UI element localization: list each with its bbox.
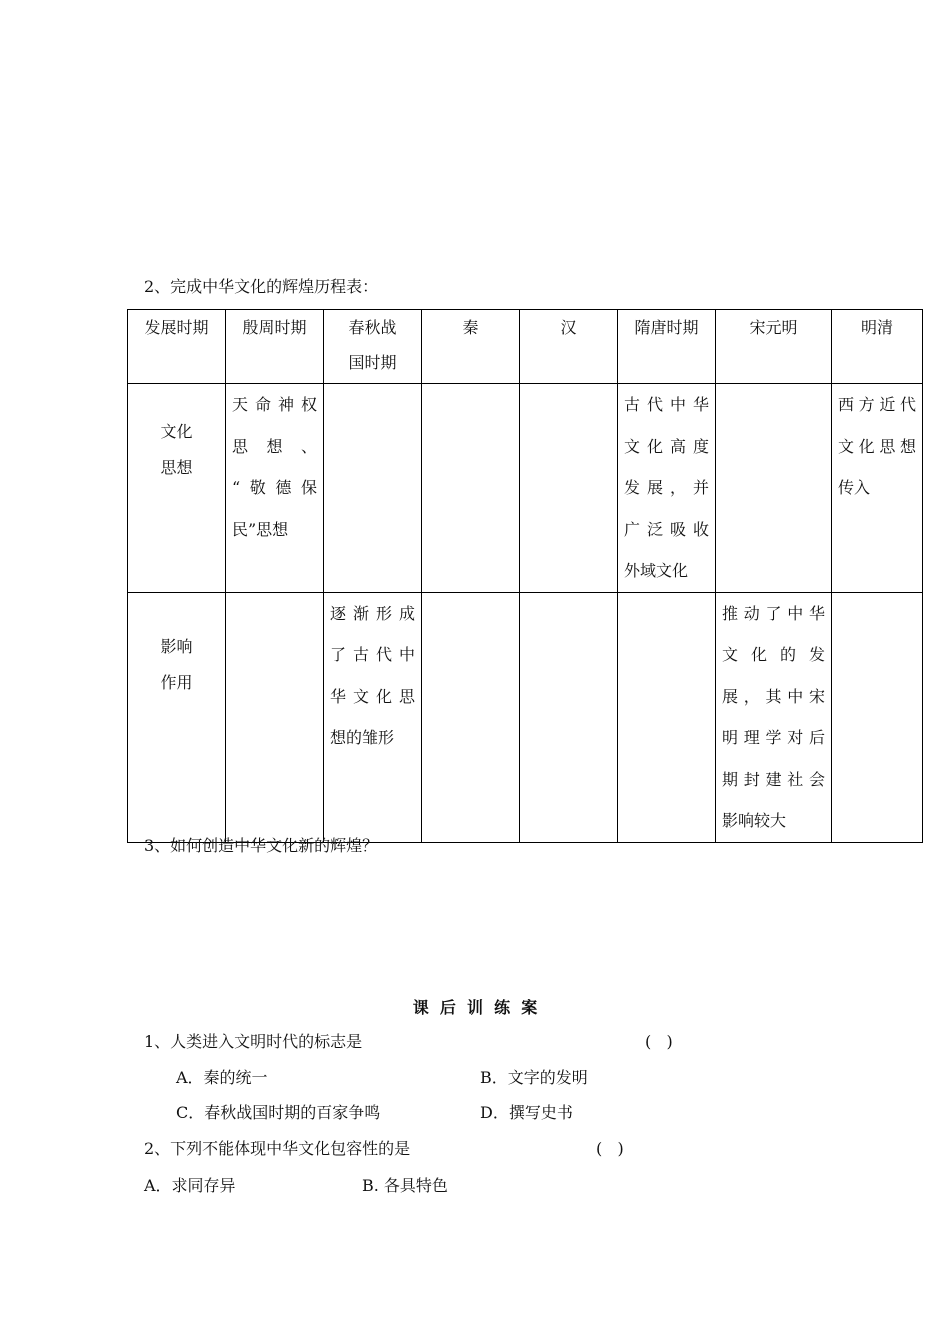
mc-q1-option-c: C．春秋战国时期的百家争鸣 <box>176 1103 381 1122</box>
mc-q2-option-a: A．求同存异 <box>144 1176 236 1195</box>
cell-songyuanming-culture <box>716 384 832 593</box>
table-row-culture <box>128 384 923 593</box>
cell-qin-culture <box>422 384 520 593</box>
header-qin: 秦 <box>422 310 520 384</box>
section-title: 课 后 训 练 案 <box>412 998 538 1017</box>
header-yinzhou: 殷周时期 <box>226 310 324 384</box>
header-mingqing: 明清 <box>832 310 923 384</box>
mc-q1-option-d: D．撰写史书 <box>480 1103 573 1122</box>
mc-q2-stem: 2、下列不能体现中华文化包容性的是 <box>144 1139 411 1158</box>
header-suitang: 隋唐时期 <box>618 310 716 384</box>
mc-q2-answer-blank: ( ) <box>596 1139 624 1158</box>
cell-qin-influence <box>422 592 520 842</box>
table-row-influence <box>128 592 923 842</box>
table-header-row <box>128 310 923 384</box>
header-songyuanming: 宋元明 <box>716 310 832 384</box>
mc-q1-option-a: A．秦的统一 <box>176 1068 268 1087</box>
mc-q1-option-b: B．文字的发明 <box>480 1068 588 1087</box>
header-chunqiu: 春秋战 国时期 <box>324 310 422 384</box>
cell-yinzhou-influence <box>226 592 324 842</box>
cell-mingqing-influence <box>832 592 923 842</box>
mc-q2-option-b: B. 各具特色 <box>362 1176 448 1195</box>
cell-han-influence <box>520 592 618 842</box>
row-label-influence: 影响 作用 <box>128 592 226 842</box>
header-period: 发展时期 <box>128 310 226 384</box>
mc-q1-answer-blank: ( ) <box>645 1032 673 1051</box>
cell-yinzhou-culture: 天命神权 思 想 、 “敬德保 民”思想 <box>226 384 324 593</box>
cell-songyuanming-influence: 推动了中华 文 化 的 发 展，其中宋 明理学对后 期封建社会 影响较大 <box>716 592 832 842</box>
cell-chunqiu-culture <box>324 384 422 593</box>
cell-mingqing-culture: 西方近代 文化思想 传入 <box>832 384 923 593</box>
culture-history-table <box>127 309 923 843</box>
q2-intro: 2、完成中华文化的辉煌历程表： <box>144 277 379 296</box>
q3-prompt: 3、如何创造中华文化新的辉煌？ <box>144 836 379 855</box>
header-han: 汉 <box>520 310 618 384</box>
cell-suitang-influence <box>618 592 716 842</box>
cell-chunqiu-influence: 逐渐形成 了古代中 华文化思 想的雏形 <box>324 592 422 842</box>
row-label-culture: 文化 思想 <box>128 384 226 593</box>
cell-suitang-culture: 古代中华 文化高度 发展，并 广泛吸收 外域文化 <box>618 384 716 593</box>
mc-q1-stem: 1、人类进入文明时代的标志是 <box>144 1032 363 1051</box>
cell-han-culture <box>520 384 618 593</box>
